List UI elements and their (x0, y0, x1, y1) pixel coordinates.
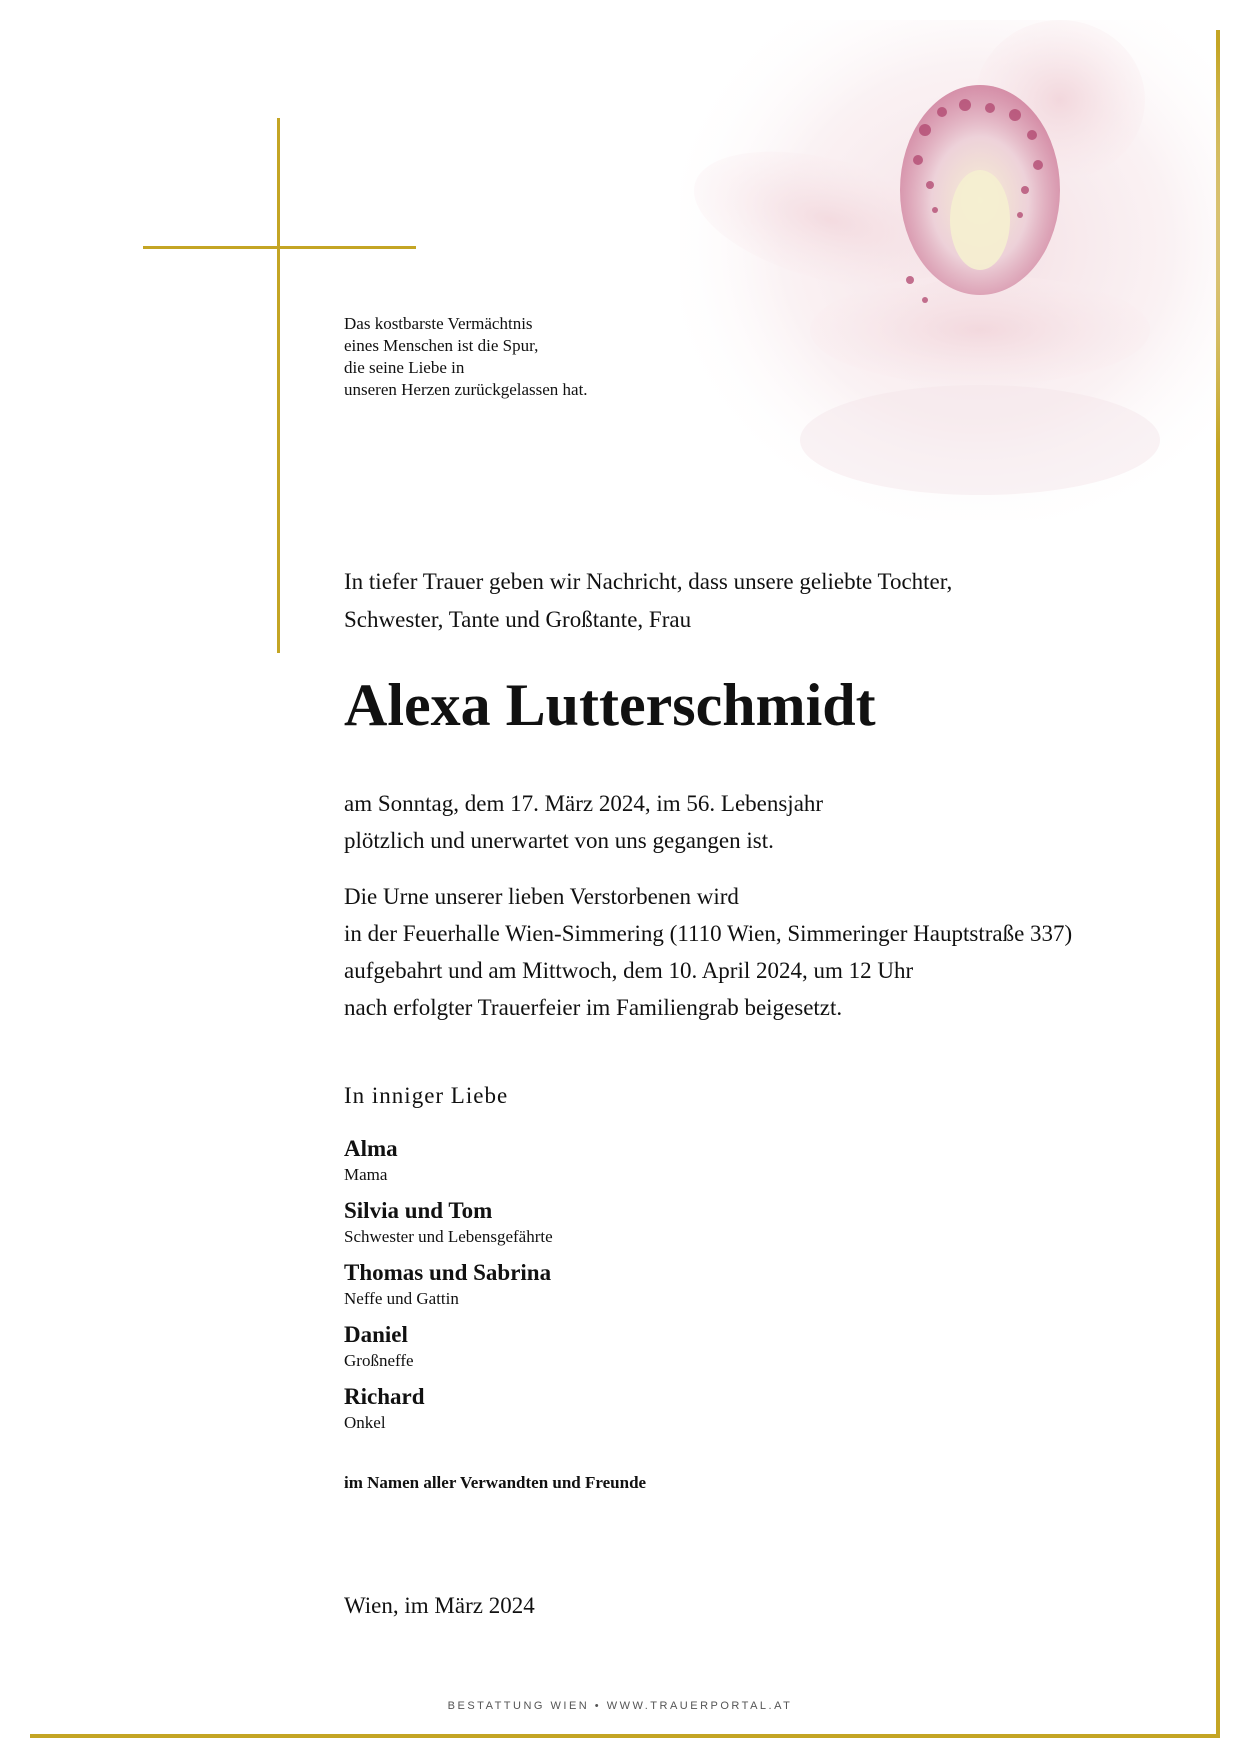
frame-bottom-line (30, 1734, 1220, 1738)
funeral-line: aufgebahrt und am Mittwoch, dem 10. April 2024, um 12 Uhr (344, 958, 914, 983)
death-details (344, 785, 1184, 859)
mourner-name: Daniel (344, 1322, 408, 1347)
funeral-details (344, 878, 1204, 1026)
mourner-relation: Großneffe (344, 1351, 414, 1370)
mourner-item (344, 1196, 944, 1258)
orchid-flower-image (680, 20, 1220, 520)
place-and-date: Wien, im März 2024 (344, 1593, 535, 1618)
quote-line: eines Menschen ist die Spur, (344, 336, 539, 355)
closing-signature: im Namen aller Verwandten und Freunde (344, 1473, 647, 1492)
mourner-name: Alma (344, 1136, 398, 1161)
footer-credit: BESTATTUNG WIEN • WWW.TRAUERPORTAL.AT (447, 1700, 793, 1712)
quote-line: die seine Liebe in (344, 358, 465, 377)
quote-line: Das kostbarste Vermächtnis (344, 314, 533, 333)
funeral-line: nach erfolgter Trauerfeier im Familiengrab beigesetzt. (344, 995, 843, 1020)
announcement-intro (344, 563, 1184, 639)
mourners-list (344, 1134, 944, 1444)
in-love-heading: In inniger Liebe (344, 1083, 509, 1108)
death-line: plötzlich und unerwartet von uns gegangen ist. (344, 828, 774, 853)
mourner-relation: Onkel (344, 1413, 386, 1432)
quote-line: unseren Herzen zurückgelassen hat. (344, 380, 588, 399)
mourner-name: Richard (344, 1384, 425, 1409)
funeral-line: in der Feuerhalle Wien-Simmering (1110 Wien, Simmeringer Hauptstraße 337) (344, 921, 1073, 946)
mourner-relation: Schwester und Lebensgefährte (344, 1227, 553, 1246)
mourner-relation: Neffe und Gattin (344, 1289, 459, 1308)
memorial-quote (344, 313, 704, 401)
mourner-name: Thomas und Sabrina (344, 1260, 552, 1285)
funeral-line: Die Urne unserer lieben Verstorbenen wird (344, 884, 739, 909)
deceased-name: Alexa Lutterschmidt (344, 672, 876, 738)
intro-line: In tiefer Trauer geben wir Nachricht, dass unsere geliebte Tochter, (344, 569, 953, 594)
mourner-relation: Mama (344, 1165, 388, 1184)
mourner-item (344, 1320, 944, 1382)
intro-line: Schwester, Tante und Großtante, Frau (344, 607, 692, 632)
mourner-item (344, 1258, 944, 1320)
cross-horizontal-bar (143, 246, 416, 249)
mourner-item (344, 1382, 944, 1444)
cross-vertical-bar (277, 118, 280, 653)
death-line: am Sonntag, dem 17. März 2024, im 56. Lebensjahr (344, 791, 824, 816)
mourner-name: Silvia und Tom (344, 1198, 493, 1223)
mourner-item (344, 1134, 944, 1196)
